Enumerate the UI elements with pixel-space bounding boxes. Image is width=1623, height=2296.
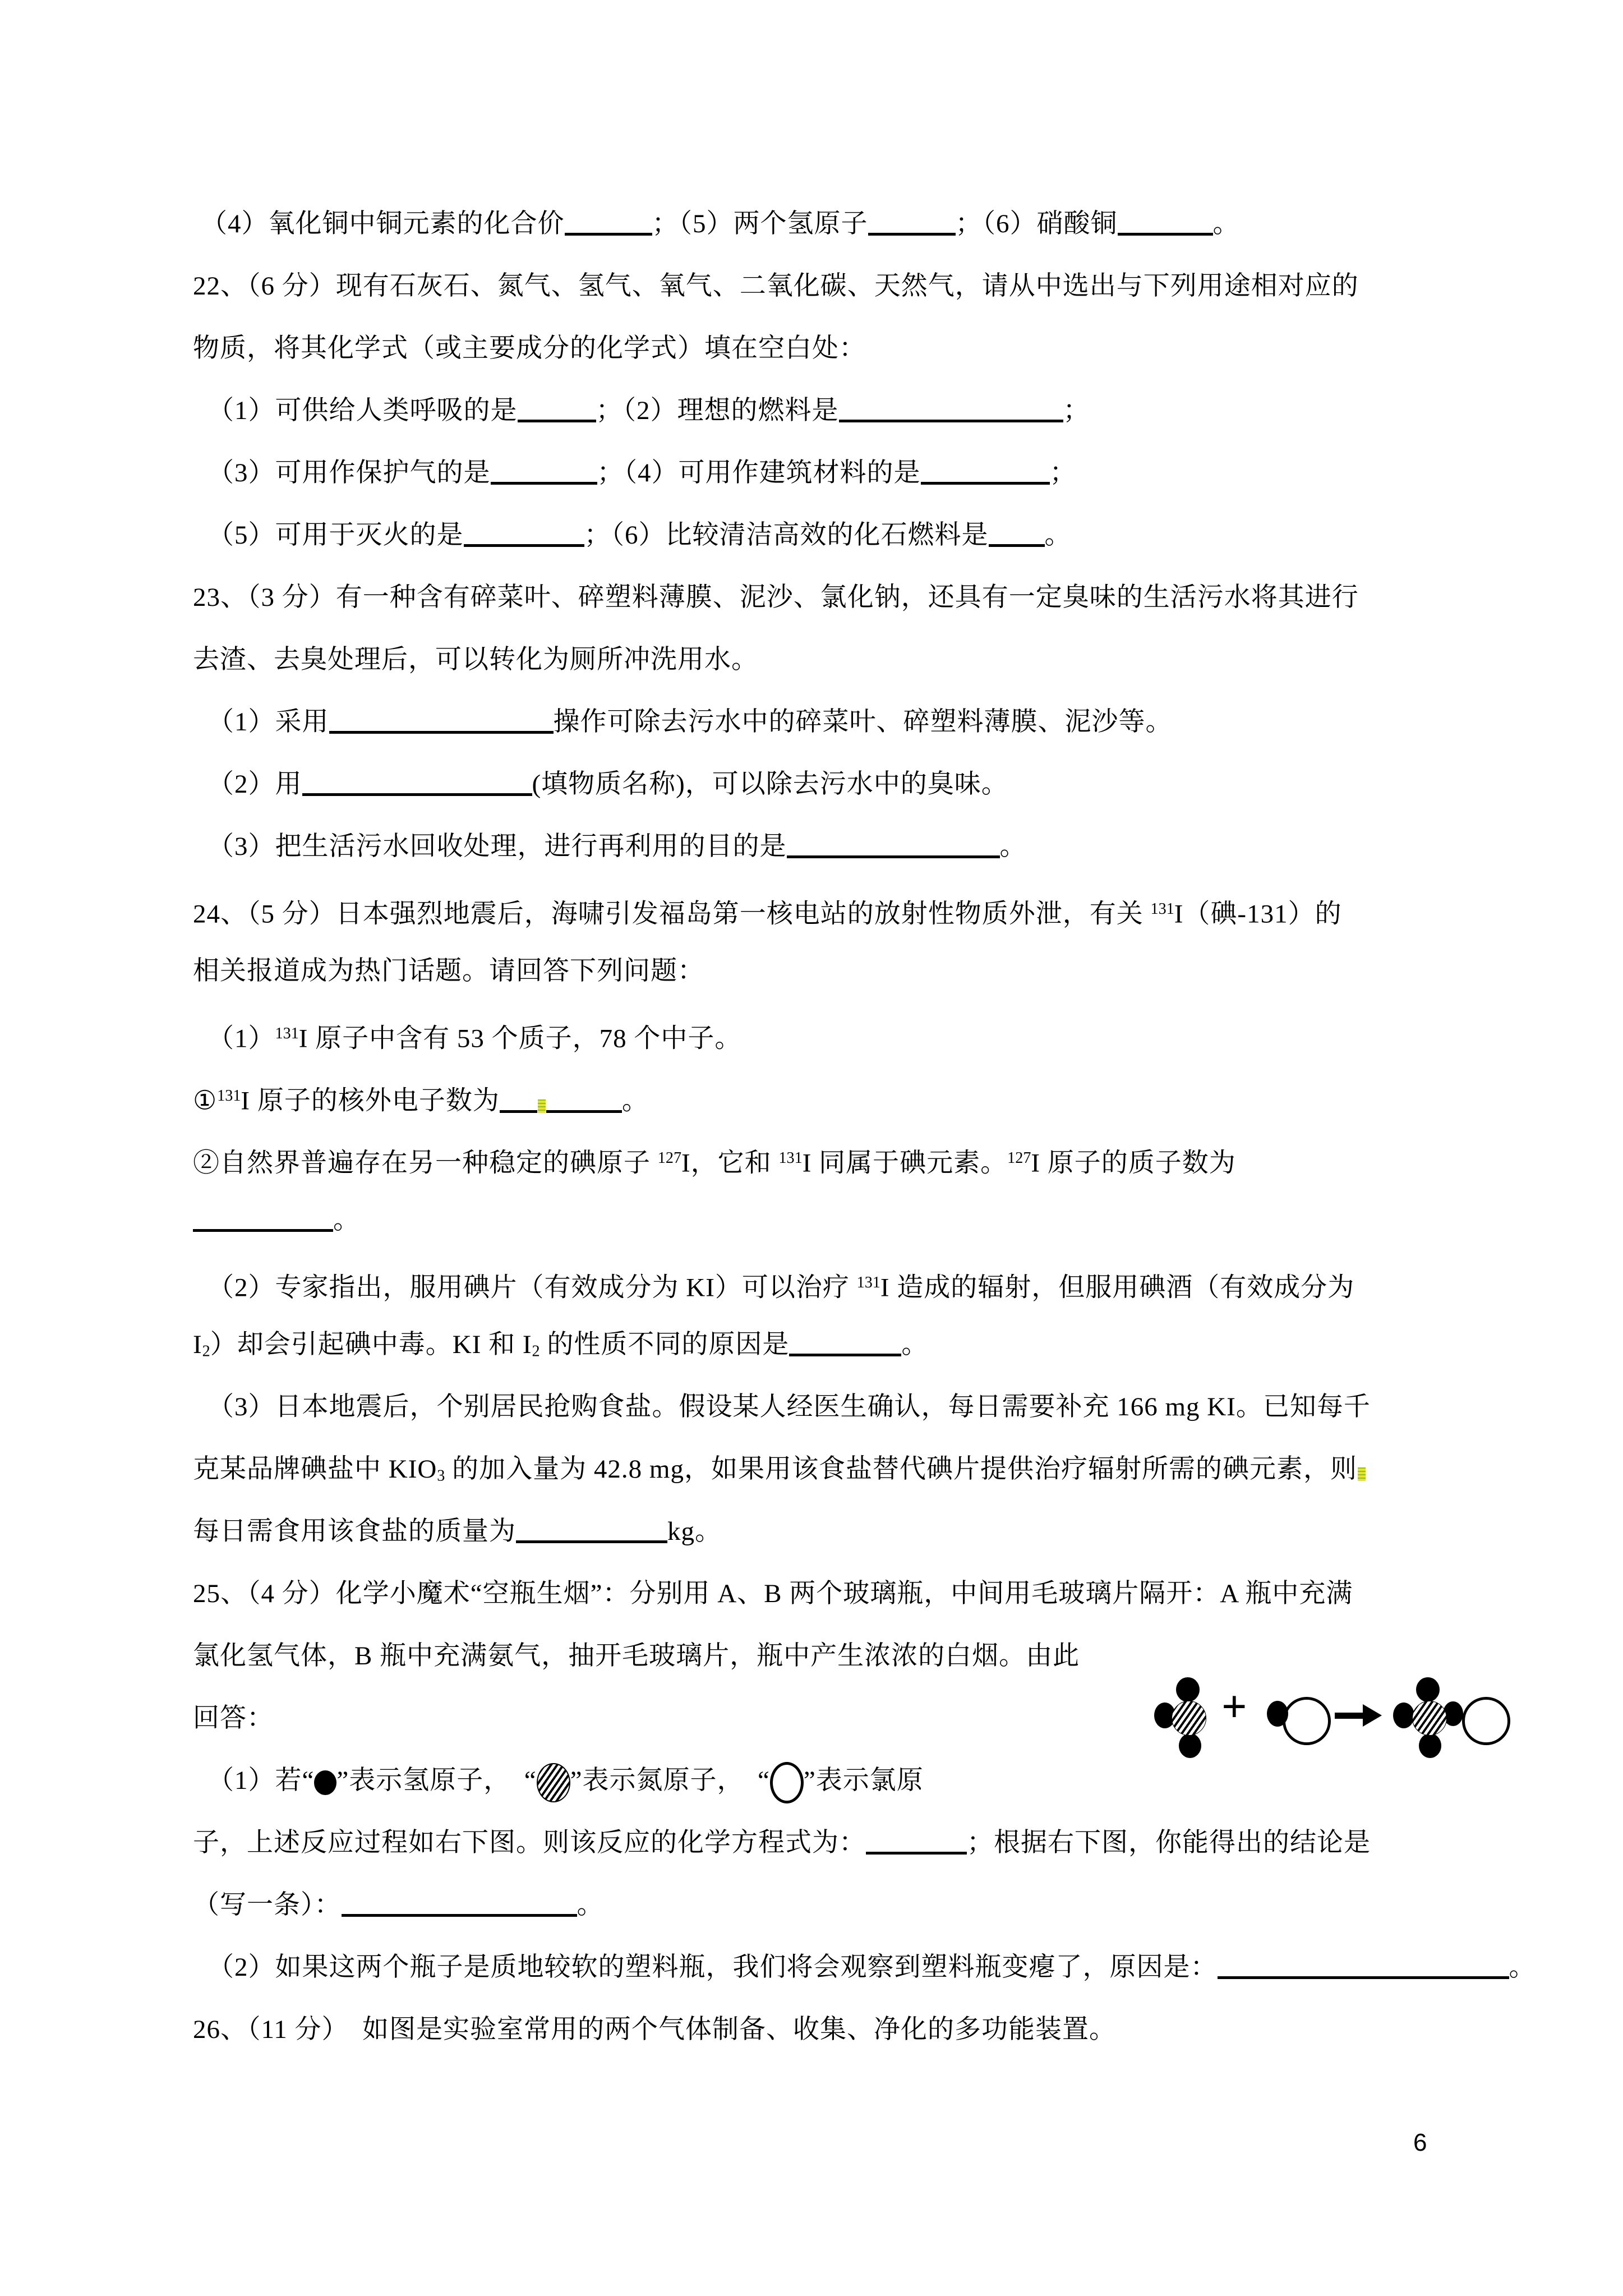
hydrogen-atom-icon	[1179, 1733, 1201, 1758]
text-run: ”表示氮原子， “	[570, 1766, 770, 1795]
answer-blank	[789, 1347, 901, 1356]
text-run: I 原子的质子数为	[1031, 1148, 1236, 1178]
line-q23-item-3	[193, 816, 1483, 878]
answer-blank	[500, 1103, 537, 1113]
text-run: 。	[901, 1330, 929, 1359]
line-q24-item-3b	[193, 1438, 1483, 1501]
line-q24-item-1	[193, 1002, 1483, 1065]
hydrogen-atom-icon	[1176, 1677, 1200, 1702]
answer-blank	[787, 849, 1000, 858]
text-run: I（碘-131）的	[1174, 899, 1342, 929]
text-run: 23、（3 分）有一种含有碎菜叶、碎塑料薄膜、泥沙、氯化钠，还具有一定臭味的生活污水将其进行	[193, 583, 1359, 612]
line-q21-items-4-5-6	[193, 193, 1483, 255]
highlight-mark	[1358, 1467, 1366, 1481]
reaction-diagram	[1154, 1674, 1524, 1770]
answer-blank	[491, 475, 597, 485]
text-run: ②自然界普遍存在另一种稳定的碘原子	[193, 1148, 658, 1178]
answer-blank	[839, 413, 1063, 422]
line-q24-item-1-sub2	[193, 1127, 1483, 1189]
line-q24-item-2a	[193, 1251, 1483, 1314]
line-q22-items-3-4	[193, 442, 1483, 504]
text-run: 去渣、去臭处理后，可以转化为厕所冲洗用水。	[193, 645, 758, 674]
line-q24-item-3a	[193, 1376, 1483, 1438]
text-run: （4）氧化铜中铜元素的化合价	[201, 209, 565, 238]
text-run: 。	[1212, 209, 1240, 238]
answer-blank	[342, 1907, 577, 1917]
line-q24-item-3c	[193, 1501, 1483, 1563]
formula-subscript: 2	[202, 1342, 210, 1360]
text-run: I 同属于碘元素。	[802, 1148, 1008, 1178]
line-q24-stem-2	[193, 940, 1483, 1002]
text-run: 24、（5 分）日本强烈地震后，海啸引发福岛第一核电站的放射性物质外泄，有关	[193, 899, 1151, 929]
text-run: （2）用	[208, 770, 302, 799]
text-run: I 原子中含有 53 个质子，78 个中子。	[298, 1024, 742, 1053]
text-run: 。	[999, 832, 1027, 861]
formula-subscript: 3	[437, 1467, 445, 1485]
text-run: I	[193, 1330, 202, 1359]
line-q25-item-2	[193, 1936, 1536, 1999]
text-run: （1）采用	[208, 707, 329, 737]
hydrogen-atom-icon	[1393, 1703, 1414, 1728]
text-run: （1）可供给人类呼吸的是	[208, 396, 518, 425]
text-run: (填物质名称)，可以除去污水中的臭味。	[532, 770, 1008, 799]
text-run: （3）可用作保护气的是	[208, 458, 491, 487]
answer-blank	[1118, 226, 1213, 236]
answer-blank	[302, 786, 532, 796]
isotope-mass-superscript: 131	[1150, 900, 1174, 918]
chlorine-atom-icon	[770, 1762, 804, 1803]
line-q24-item-2b	[193, 1314, 1483, 1376]
hydrogen-atom-icon	[1416, 1677, 1440, 1702]
isotope-mass-superscript: 127	[1007, 1149, 1031, 1167]
text-run: 22、（6 分）现有石灰石、氮气、氢气、氧气、二氧化碳、天然气，请从中选出与下列用途相对应的	[193, 272, 1359, 301]
text-run: kg。	[667, 1517, 722, 1546]
text-run: （1）若“	[208, 1766, 315, 1795]
text-run: ；	[1063, 396, 1090, 425]
answer-blank	[921, 475, 1050, 485]
text-run: （写一条）：	[193, 1890, 342, 1920]
line-q22-stem-1	[193, 255, 1483, 318]
line-q26-stem	[193, 1999, 1483, 2061]
hydrogen-atom-icon	[1267, 1701, 1288, 1727]
nitrogen-atom-icon	[1412, 1701, 1447, 1736]
text-run: 25、（4 分）化学小魔术“空瓶生烟”：分别用 A、B 两个玻璃瓶，中间用毛玻璃片隔开：A 瓶中充满	[193, 1579, 1353, 1608]
text-run: 子，上述反应过程如右下图。则该反应的化学方程式为：	[193, 1828, 866, 1857]
document-body	[193, 193, 1536, 2061]
plus-sign: +	[1221, 1682, 1247, 1732]
text-run: 回答：	[193, 1704, 274, 1733]
nitrogen-atom-icon	[1172, 1701, 1206, 1736]
text-run: （3）把生活污水回收处理，进行再利用的目的是	[208, 832, 787, 861]
line-q22-stem-2	[193, 318, 1483, 380]
line-q23-item-1	[193, 691, 1483, 753]
chlorine-atom-icon	[1283, 1697, 1331, 1745]
line-q23-stem-2	[193, 629, 1483, 691]
answer-blank	[193, 1222, 333, 1232]
text-run: 氯化氢气体，B 瓶中充满氨气，抽开毛玻璃片，瓶中产生浓浓的白烟。由此	[193, 1641, 1080, 1671]
text-run: （1）	[208, 1024, 275, 1053]
text-run: （5）可用于灭火的是	[208, 521, 464, 550]
isotope-mass-superscript: 127	[657, 1149, 682, 1167]
text-run: （3）日本地震后，个别居民抢购食盐。假设某人经医生确认，每日需要补充 166 mg KI。已知每千	[208, 1392, 1371, 1421]
answer-blank	[516, 1534, 667, 1543]
answer-blank	[989, 537, 1045, 547]
text-run: I 原子的核外电子数为	[241, 1086, 500, 1116]
answer-blank	[1218, 1970, 1509, 1979]
text-run: 。	[1509, 1953, 1536, 1982]
text-run: （2）如果这两个瓶子是质地较软的塑料瓶，我们将会观察到塑料瓶变瘪了，原因是：	[208, 1953, 1218, 1982]
text-run: 。	[577, 1890, 604, 1920]
hydrogen-atom-icon	[314, 1770, 336, 1795]
line-q23-item-2	[193, 753, 1483, 816]
text-run: ；（5）两个氢原子	[652, 209, 868, 238]
text-run: 。	[1044, 521, 1072, 550]
line-q23-stem-1	[193, 567, 1483, 629]
text-run: 26、（11 分） 如图是实验室常用的两个气体制备、收集、净化的多功能装置。	[193, 2015, 1117, 2044]
text-run: I 造成的辐射，但服用碘酒（有效成分为	[880, 1273, 1355, 1303]
line-q25-item-1b	[193, 1812, 1483, 1874]
highlight-mark	[538, 1099, 546, 1113]
text-run: ；（4）可用作建筑材料的是	[597, 458, 921, 487]
answer-blank	[866, 1845, 967, 1855]
line-q22-items-5-6	[193, 504, 1483, 567]
answer-blank	[546, 1103, 622, 1113]
line-q24-stem-1	[193, 878, 1483, 940]
text-run: 相关报道成为热门话题。请回答下列问题：	[193, 956, 704, 986]
text-run: 。	[333, 1205, 360, 1235]
text-run: 的加入量为 42.8 mg，如果用该食盐替代碘片提供治疗辐射所需的碘元素，则	[445, 1455, 1357, 1484]
formula-subscript: 2	[532, 1342, 540, 1360]
text-run: ”表示氢原子， “	[336, 1766, 537, 1795]
page-number: 6	[1413, 2129, 1427, 2156]
text-run: ）却会引起碘中毒。KI 和 I	[210, 1330, 532, 1359]
line-q22-items-1-2	[193, 380, 1483, 442]
text-run: ；（2）理想的燃料是	[596, 396, 839, 425]
text-run: ；	[1049, 458, 1077, 487]
answer-blank	[565, 226, 652, 236]
text-run: 每日需食用该食盐的质量为	[193, 1517, 516, 1546]
isotope-mass-superscript: 131	[778, 1149, 803, 1167]
line-q24-item-1-sub2-blank	[193, 1189, 1483, 1251]
answer-blank	[329, 724, 554, 734]
text-run: I，它和	[681, 1148, 779, 1178]
text-run: 物质，将其化学式（或主要成分的化学式）填在空白处：	[193, 334, 866, 363]
line-q24-item-1-sub1	[193, 1065, 1483, 1127]
answer-blank	[868, 226, 956, 236]
chlorine-atom-icon	[1462, 1697, 1510, 1745]
text-run: 的性质不同的原因是	[540, 1330, 790, 1359]
isotope-mass-superscript: 131	[217, 1087, 241, 1105]
isotope-mass-superscript: 131	[275, 1025, 299, 1042]
text-run: ；（6）比较清洁高效的化石燃料是	[584, 521, 989, 550]
answer-blank	[518, 413, 596, 422]
text-run: 。	[621, 1086, 649, 1116]
isotope-mass-superscript: 131	[856, 1274, 880, 1291]
text-run: 操作可除去污水中的碎菜叶、碎塑料薄膜、泥沙等。	[553, 707, 1173, 737]
text-run: 克某品牌碘盐中 KIO	[193, 1455, 437, 1484]
text-run: ①	[193, 1086, 218, 1116]
hydrogen-atom-icon	[1419, 1733, 1441, 1758]
nitrogen-atom-icon	[537, 1763, 570, 1802]
line-q25-stem-1	[193, 1563, 1483, 1625]
line-q25-item-1c	[193, 1874, 1483, 1936]
text-run: （2）专家指出，服用碘片（有效成分为 KI）可以治疗	[208, 1273, 857, 1303]
text-run: ；根据右下图，你能得出的结论是	[967, 1828, 1371, 1857]
text-run: ；（6）硝酸铜	[955, 209, 1118, 238]
answer-blank	[464, 537, 584, 547]
text-run: ”表示氯原	[803, 1766, 924, 1795]
